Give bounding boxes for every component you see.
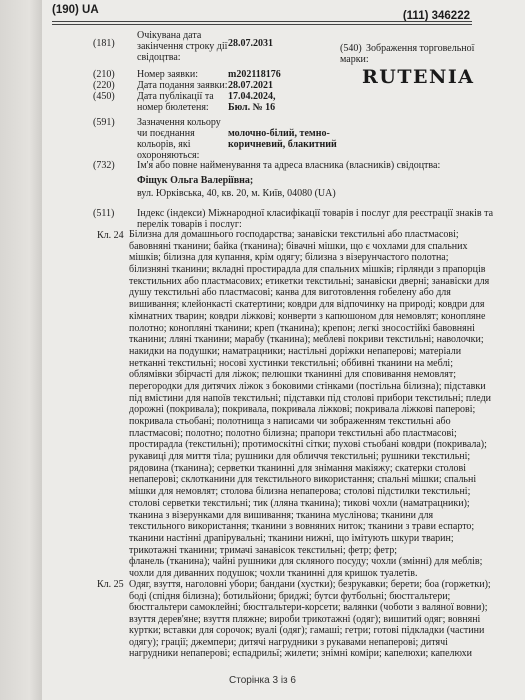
goods-line: полотно; конопляні тканини; креп (тканина); крепон; легкі зносостійкі бавовняні (129, 322, 475, 334)
goods-line: нагрудники непаперові; еспадрильї; жилети; знімні коміри; капелюхи; капелюхи (129, 648, 472, 659)
goods-line: фланель (тканина); чайні рушники для скляного посуду; чохли (змінні) для меблів; (129, 556, 483, 568)
goods-line: під вмістини для напоїв текстильні; підставки під столові прибори текстильні; пледи (129, 392, 492, 404)
field-code-591: (591) (93, 117, 115, 128)
goods-line: трикотажні тканини; тримачі занавісок текстильні; фетр; фетр; (129, 544, 398, 556)
class-25-goods (129, 579, 491, 660)
field-label-expiry-3: свідоцтва: (137, 52, 181, 63)
goods-line: столові серветки текстильні; тик (лляна тканина); тикові чохли (наматрацники); (129, 497, 470, 509)
goods-line: одягу); грації; джемпери; дитячі нагрудники з рукавами непаперові; дитячі (129, 636, 448, 648)
goods-line: чохли для диванних подушок; чохли тканинні для кришок туалетів. (129, 567, 418, 579)
mark-label-2: марки: (340, 54, 369, 65)
goods-line: білизняні тканини; вкладні простирадла для спальних мішків; гірлянди з прапорців (129, 264, 486, 276)
field-code-210: (210) (93, 69, 115, 80)
classification-code-511: (511) (93, 208, 115, 219)
classification-label-2: перелік товарів і послуг: (137, 219, 242, 230)
goods-line: простирадла (текстильні); протимоскітні сітки; пухові стьобані ковдри (покривала); (129, 439, 487, 451)
field-value-app-number: m202118176 (228, 69, 281, 80)
country-code: (190) UA (52, 4, 99, 16)
class-24-goods (129, 229, 492, 580)
field-label-colors: Зазначення кольору (137, 117, 221, 128)
page-stack-edge (0, 0, 42, 700)
field-value-colors: молочно-білий, темно- (228, 128, 330, 139)
goods-line: взуття дерев'яне; взуття пляжне; вироби трикотажні (одяг); вишитий одяг; вовняні (129, 613, 481, 625)
field-label-colors-3: кольорів, які (137, 139, 191, 150)
field-label-colors-2: чи поєднання (137, 128, 195, 139)
field-label-publication: Дата публікації та (137, 91, 214, 102)
owner-label: Ім'я або повне найменування та адреса власника (власників) свідоцтва: (137, 160, 441, 171)
goods-line: текстильного використання; тканини з вовняних ниток; тканини з трави еспарто; (129, 521, 475, 533)
field-code-450: (450) (93, 91, 115, 102)
field-value-expiry: 28.07.2031 (228, 38, 273, 49)
header-rule (52, 21, 472, 22)
field-label-expiry-2: закінчення строку дії (137, 41, 228, 52)
goods-line: перегородки для дитячих ліжок з боковими стінками (постільна білизна); підставки (129, 380, 486, 392)
goods-line: Білизна для домашнього господарства; занавіски текстильні або пластмасові; (129, 229, 459, 240)
goods-line: тканини настінні драпірувальні; тканини нижні, що імітують шкури тварин; (129, 532, 454, 544)
goods-line: непаперові; склотканини для текстильного використання; спальні мішки; спальні (129, 474, 477, 486)
goods-line: кімнатних тварин; ковдри ліжкові; конверти з капюшоном для немовлят; конопляне (129, 310, 486, 322)
mark-label: Зображення торговельної (366, 43, 475, 54)
goods-line: вишивання; клейонкасті скатертини; ковдри для відпочинку на природі; ковдри для (129, 299, 485, 311)
trademark-logo-text: RUTENIA (362, 66, 475, 88)
owner-address: вул. Юрківська, 40, кв. 20, м. Київ, 04080 (UA) (137, 188, 336, 199)
owner-name: Фіщук Ольга Валеріївна; (137, 175, 254, 186)
goods-line: Одяг, взуття, наголовні убори; бандани (хустки); безрукавки; берети; боа (горжетки); (129, 579, 491, 590)
goods-line: мішки для немовлят; столова білизна непаперова; столові підстилки текстильні; (129, 486, 471, 498)
mark-code-540: (540) (340, 43, 362, 54)
owner-code-732: (732) (93, 160, 115, 171)
trademark-logo (362, 66, 474, 88)
classification-label: Індекс (індекси) Міжнародної класифікації товарів і послуг для реєстрації знаків та (137, 208, 494, 219)
field-code-181: (181) (93, 38, 115, 49)
field-value-publication-date: 17.04.2024, (228, 91, 276, 102)
field-value-bulletin: Бюл. № 16 (228, 102, 276, 113)
goods-line: дорожні (покривала); покривала, покривала ліжкові; покривала ліжкові паперові; (129, 404, 476, 416)
class-24-label: Кл. 24 (97, 230, 124, 241)
field-label-app-number: Номер заявки: (137, 69, 198, 80)
class-25-label: Кл. 25 (97, 579, 124, 590)
registration-number: (111) 346222 (402, 10, 470, 22)
header-rule-2 (52, 24, 472, 25)
goods-line: бюстгальтери самоклейні; бюстгальтери-корсети; валянки (чоботи з валяної вовни); (129, 602, 488, 613)
field-label-expiry: Очікувана дата (137, 30, 202, 41)
field-label-colors-4: охороняються: (137, 150, 200, 161)
field-label-filing-date: Дата подання заявки: (137, 80, 228, 91)
goods-line: облямівки збірчасті для ліжок; пелюшки тканинні для сповивання немовлят; (129, 369, 457, 381)
field-value-filing-date: 28.07.2021 (228, 80, 273, 91)
field-value-colors-2: коричневий, блакитний (228, 139, 337, 150)
page-number: Сторінка 3 із 6 (229, 675, 296, 686)
field-code-220: (220) (93, 80, 115, 91)
goods-line: пластмасові; полотно; полотно білизна; прапори текстильні або пластмасові; (129, 427, 457, 439)
field-label-publication-2: номер бюлетеня: (137, 102, 209, 113)
goods-line: мішків; білизна для купання, крім одягу; білизна з візерунчастого полотна; (129, 252, 449, 264)
goods-line: покривала стьобані; полотнища з написами чи зображенням текстильні або (129, 416, 451, 427)
goods-line: тканини; лляні тканини; марабу (тканина); меблеві покриви текстильні; наволочки; (129, 334, 484, 346)
goods-line: нетканні текстильні; носові хустинки текстильні; оббивні тканини на меблі; (129, 357, 453, 369)
goods-line: рукавиці для миття тіла; рушники для обличчя текстильні; рушники текстильні; (129, 451, 471, 463)
goods-line: текстильних або пластмасових; етикетки текстильні; занавіски дверні; занавіски для (129, 275, 490, 287)
goods-line: накидки на подушки; наматрацники; настільні доріжки непаперові; матеріали (129, 345, 462, 357)
goods-line: бавовняні тканини; байка (тканина); бівачні мішки, що є чохлами для спальних (129, 240, 468, 252)
goods-line: куртки; вставки для сорочок; вуалі (одяг); гамаші; гетри; готові підкладки (частини (129, 625, 485, 636)
goods-line: тканина з візерунками для вишивання; тканина муслінова; тканини для (129, 509, 434, 521)
goods-line: боді (спідня білизна); ботильйони; бриджі; бутси футбольні; бюстгальтери; (129, 590, 451, 602)
goods-line: рядовина (тканина); серветки тканинні для знімання макіяжу; скатерки столові (129, 462, 467, 474)
goods-line: душу текстильні або пластмасові; канва для виготовлення гобелену або для (129, 287, 451, 299)
